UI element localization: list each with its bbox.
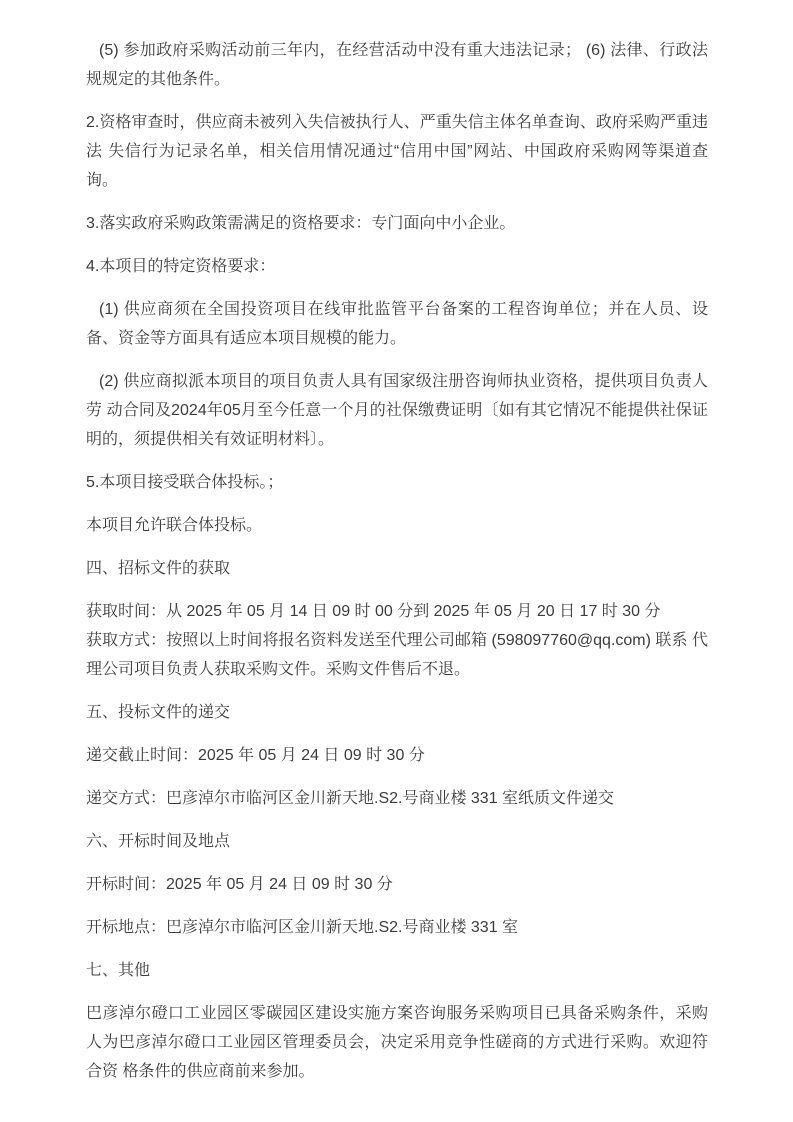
para-acquisition-time: 获取时间：从 2025 年 05 月 14 日 09 时 00 分到 2025 年 05 月 20 日 17 时 30 分 bbox=[86, 603, 661, 620]
para-project-overview: 巴彦淖尔磴口工业园区零碳园区建设实施方案咨询服务采购项目已具备采购条件，采购人为巴彦淖尔磴口工业园区管理委员会，决定采用竞争性磋商的方式进行采购。欢迎符合资 格条件的供应商前来参加。 bbox=[86, 1005, 708, 1080]
heading-section-6-bid-opening: 六、开标时间及地点 bbox=[86, 833, 231, 850]
para-specific-qualification-intro: 4.本项目的特定资格要求： bbox=[86, 258, 276, 275]
para-credit-check: 2.资格审查时，供应商未被列入失信被执行人、严重失信主体名单查询、政府采购严重违法 失信行为记录名单，相关信用情况通过“信用中国”网站、中国政府采购网等渠道查询。 bbox=[86, 114, 708, 189]
para-specific-qualification-1: (1) 供应商须在全国投资项目在线审批监管平台备案的工程咨询单位；并在人员、设备、资金等方面具有适应本项目规模的能力。 bbox=[86, 301, 708, 347]
para-submission-method: 递交方式：巴彦淖尔市临河区金川新天地.S2.号商业楼 331 室纸质文件递交 bbox=[86, 790, 615, 807]
para-acquisition-method: 获取方式：按照以上时间将报名资料发送至代理公司邮箱 (598097760@qq.com) 联系 代理公司项目负责人获取采购文件。采购文件售后不退。 bbox=[86, 632, 708, 678]
heading-section-4-document-acquisition: 四、招标文件的获取 bbox=[86, 560, 231, 577]
para-submission-deadline: 递交截止时间：2025 年 05 月 24 日 09 时 30 分 bbox=[86, 747, 425, 764]
para-opening-location: 开标地点：巴彦淖尔市临河区金川新天地.S2.号商业楼 331 室 bbox=[86, 919, 519, 936]
heading-section-7-other: 七、其他 bbox=[86, 962, 151, 979]
para-consortium-bidding-accept: 5.本项目接受联合体投标。； bbox=[86, 474, 284, 491]
para-opening-time: 开标时间：2025 年 05 月 24 日 09 时 30 分 bbox=[86, 876, 393, 893]
para-consortium-bidding-allow: 本项目允许联合体投标。 bbox=[86, 517, 263, 534]
para-specific-qualification-2: (2) 供应商拟派本项目的项目负责人具有国家级注册咨询师执业资格，提供项目负责人劳 动合同及2024年05月至今任意一个月的社保缴费证明〔如有其它情况不能提供社保证明的，须提供相关有效证明材料〕。 bbox=[86, 373, 708, 448]
para-policy-requirement: 3.落实政府采购政策需满足的资格要求：专门面向中小企业。 bbox=[86, 215, 516, 232]
heading-section-5-bid-submission: 五、投标文件的递交 bbox=[86, 704, 231, 721]
para-qualification-items-5-6: (5) 参加政府采购活动前三年内，在经营活动中没有重大违法记录； (6) 法律、行政法规规定的其他条件。 bbox=[86, 42, 708, 88]
